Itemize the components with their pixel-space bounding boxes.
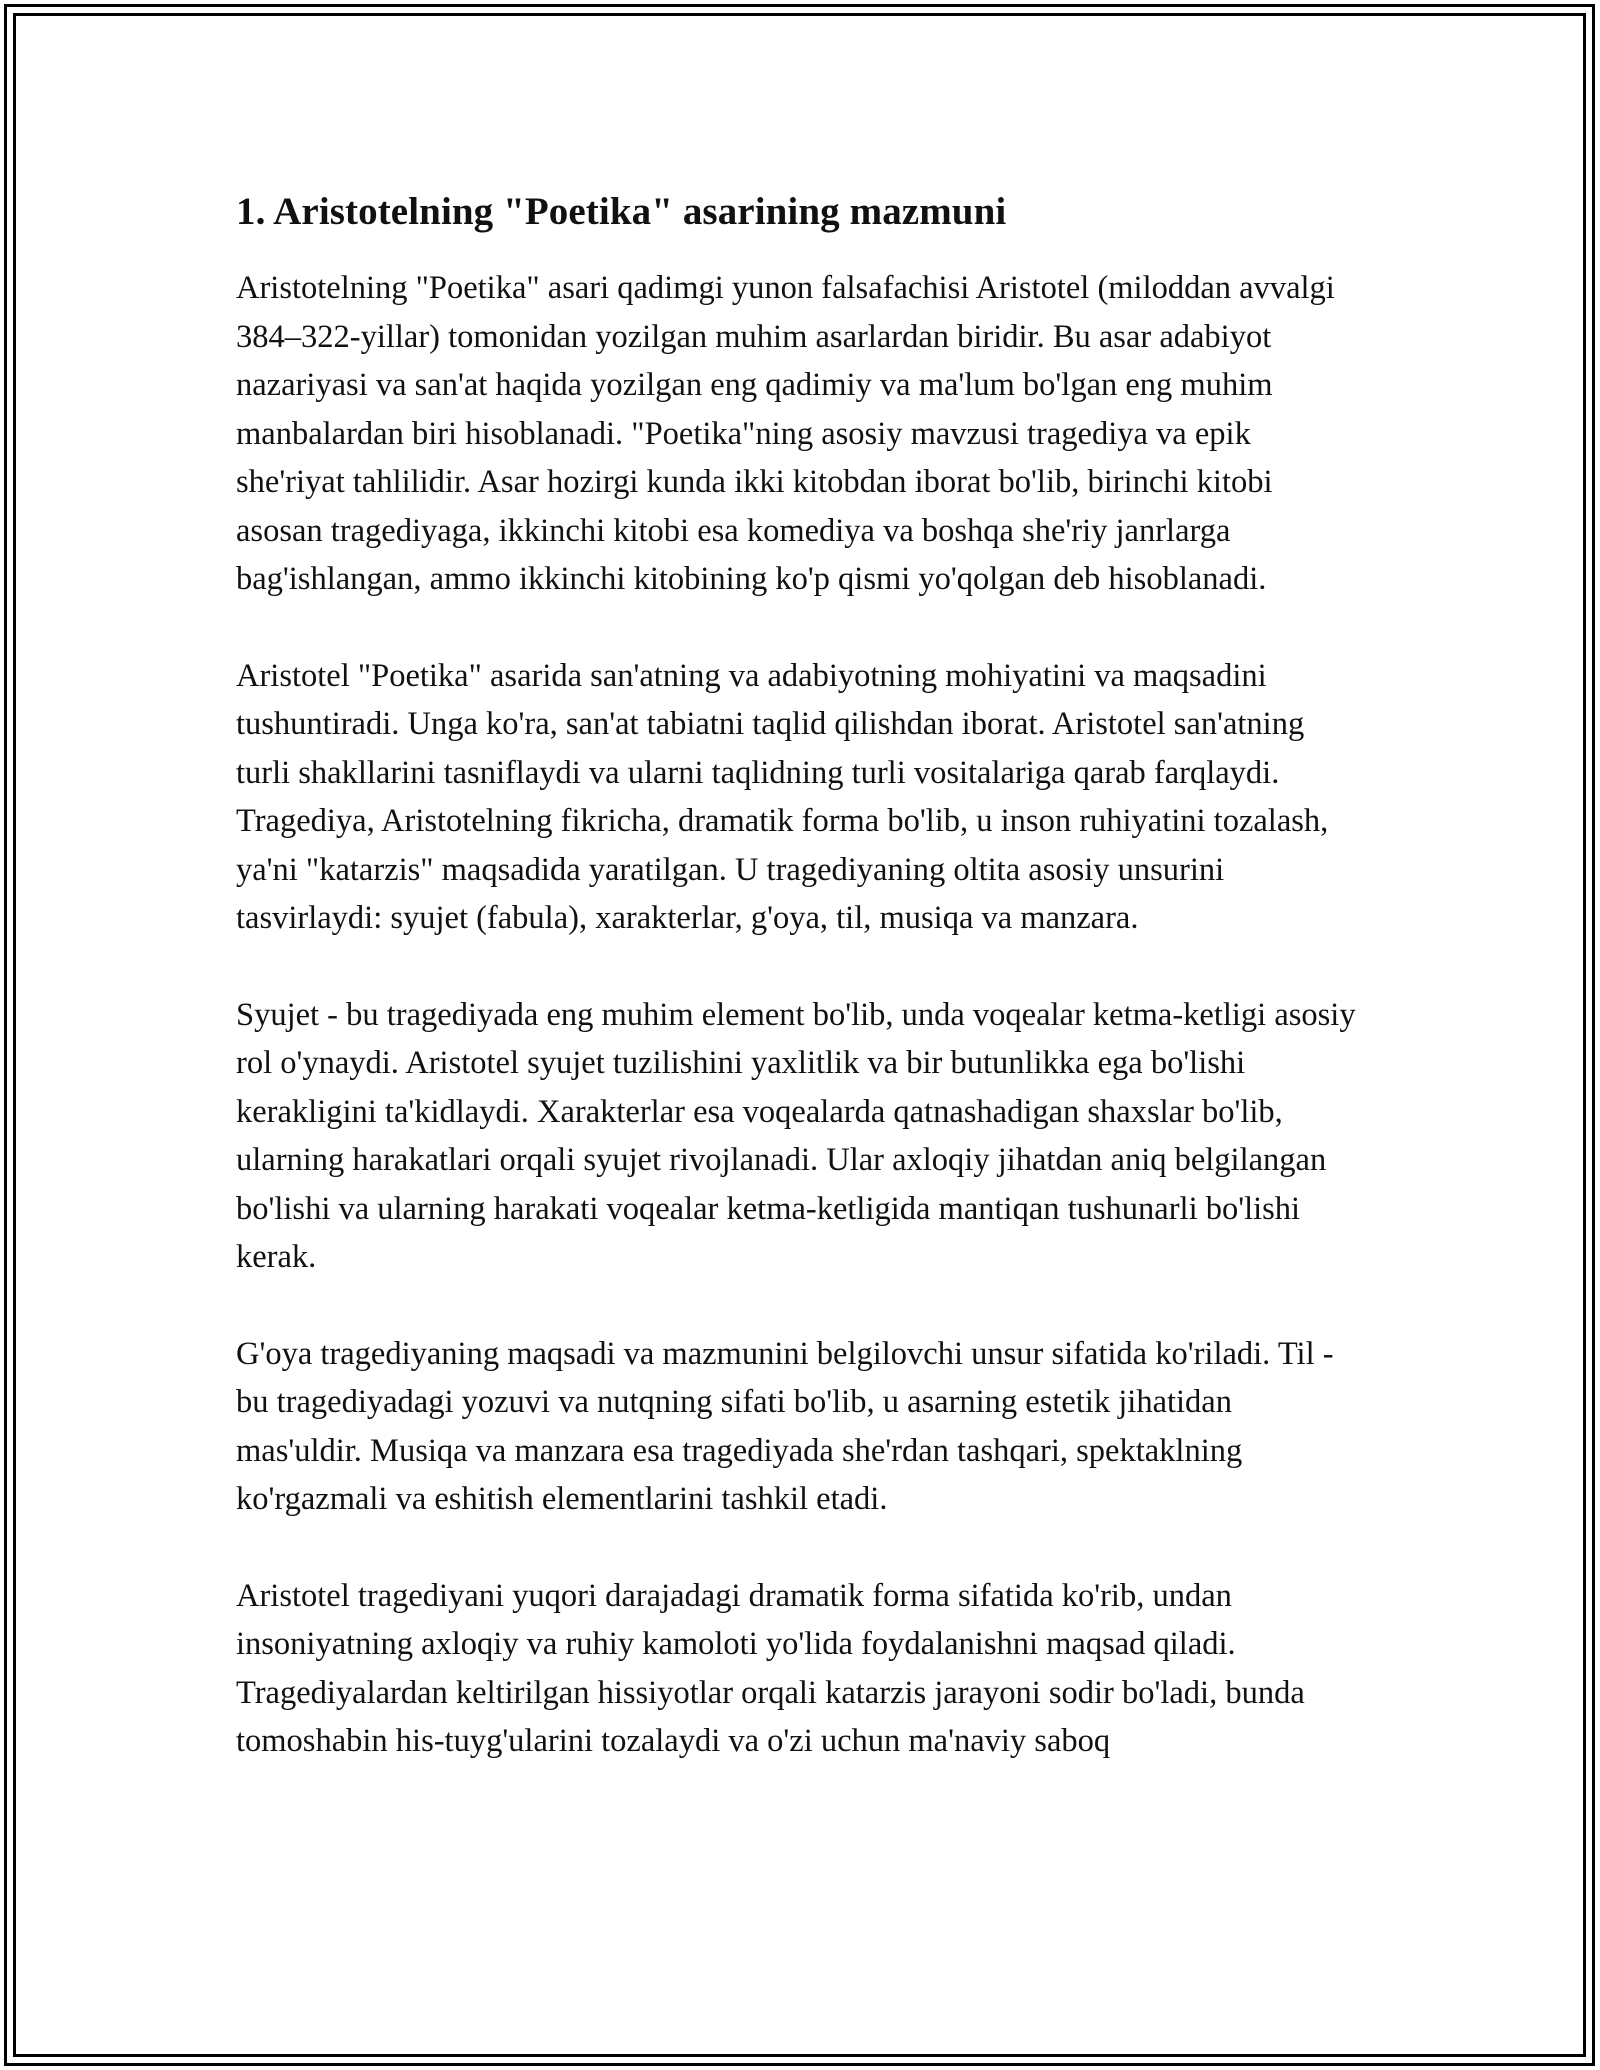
paragraph-catharsis: Aristotel tragediyani yuqori darajadagi dramatik forma sifatida ko'rib, undan insoniyatning axloqiy va ruhiy kamoloti yo'lida foydalanishni maqsad qiladi. Tragediyalardan keltirilgan hissiyotlar orqali katarzis jarayoni sodir bo'ladi, bunda tomoshabin his-tuyg'ularini tozalaydi va o'zi uchun ma'naviy saboq bbox=[236, 1577, 1305, 1759]
paragraph-plot-characters: Syujet - bu tragediyada eng muhim element bo'lib, unda voqealar ketma-ketligi asosiy rol o'ynaydi. Aristotel syujet tuzilishini yaxlitlik va bir butunlikka ega bo'lishi kerakligini ta'kidlaydi. Xarakterlar esa voqealarda qatnashadigan shaxslar bo'lib, ularning harakatlari orqali syujet rivojlanadi. Ular axloqiy jihatdan aniq belgilangan bo'lishi va ularning harakati voqealar ketma-ketligida mantiqan tushunarli bo'lishi kerak. bbox=[236, 996, 1356, 1275]
paragraph-idea-language: G'oya tragediyaning maqsadi va mazmunini belgilovchi unsur sifatida ko'riladi. Til - bu tragediyadagi yozuvi va nutqning sifati bo'lib, u asarning estetik jihatidan mas'uldir. Musiqa va manzara esa tragediyada she'rdan tashqari, spektaklning ko'rgazmali va eshitish elementlarini tashkil etadi. bbox=[236, 1335, 1334, 1517]
paragraph-art-essence: Aristotel "Poetika" asarida san'atning va adabiyotning mohiyatini va maqsadini tushuntiradi. Unga ko'ra, san'at tabiatni taqlid qilishdan iborat. Aristotel san'atning turli shakllarini tasniflaydi va ularni taqlidning turli vositalariga qarab farqlaydi. Tragediya, Aristotelning fikricha, dramatik forma bo'lib, u inson ruhiyatini tozalash, ya'ni "katarzis" maqsadida yaratilgan. U tragediyaning oltita asosiy unsurini tasvirlaydi: syujet (fabula), xarakterlar, g'oya, til, musiqa va manzara. bbox=[236, 657, 1329, 936]
paragraph-intro: Aristotelning "Poetika" asari qadimgi yunon falsafachisi Aristotel (miloddan avvalgi 384–322-yillar) tomonidan yozilgan muhim asarlardan biridir. Bu asar adabiyot nazariyasi va san'at haqida yozilgan eng qadimiy va ma'lum bo'lgan eng muhim manbalardan biri hisoblanadi. "Poetika"ning asosiy mavzusi tragediya va epik she'riyat tahlilidir. Asar hozirgi kunda ikki kitobdan iborat bo'lib, birinchi kitobi asosan tragediyaga, ikkinchi kitobi esa komediya va boshqa she'riy janrlarga bag'ishlangan, ammo ikkinchi kitobining ko'p qismi yo'qolgan deb hisoblanadi. bbox=[236, 270, 1335, 597]
section-heading: 1. Aristotelning "Poetika" asarining mazmuni bbox=[236, 190, 1007, 233]
document-body bbox=[236, 186, 1366, 1814]
